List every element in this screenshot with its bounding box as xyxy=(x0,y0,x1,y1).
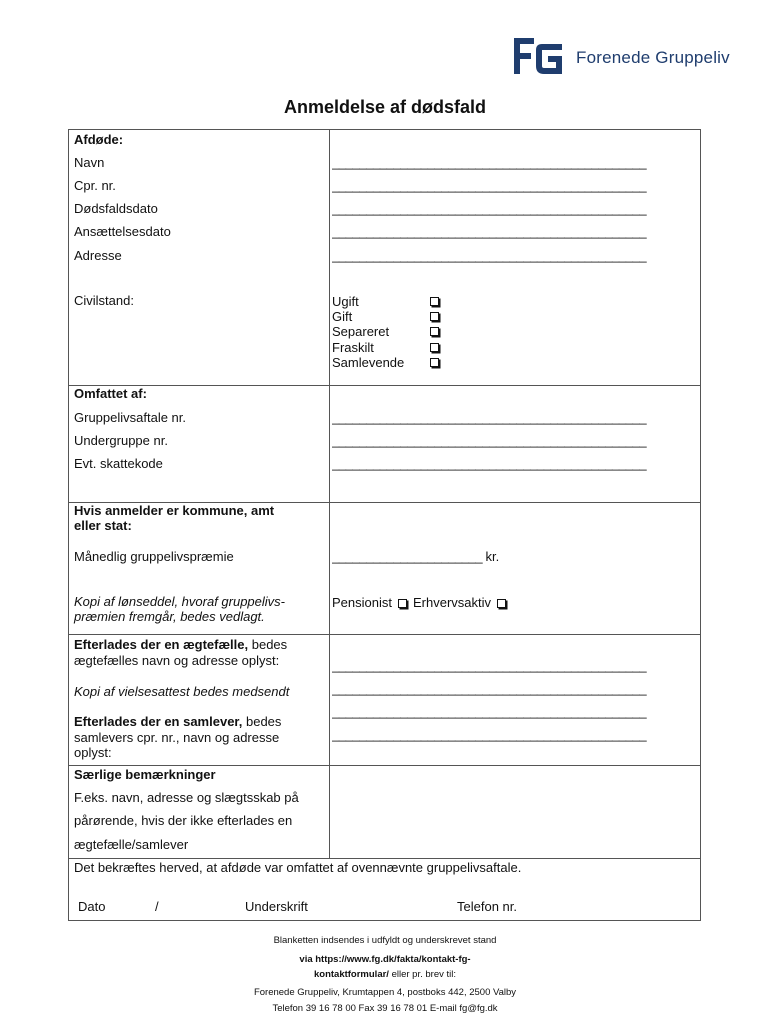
premium-unit: kr. xyxy=(485,549,500,564)
checkbox-separeret[interactable] xyxy=(430,327,439,336)
deceased-heading: Afdøde: xyxy=(74,132,124,147)
checkbox-ugift[interactable] xyxy=(430,297,439,306)
fg-logo-icon xyxy=(512,36,564,76)
payslip-note-cont: præmien fremgår, bedes vedlagt. xyxy=(74,609,265,624)
remarks-hint-cont: pårørende, hvis der ikke efterlades en xyxy=(74,813,293,828)
field-label-tax-code: Evt. skattekode xyxy=(74,456,163,471)
footer-address: Forenede Gruppeliv, Krumtappen 4, postboks 442, 2500 Valby xyxy=(253,987,517,998)
civil-option-label: Ugift xyxy=(332,294,359,309)
field-label-subgroup-no: Undergruppe nr. xyxy=(74,433,168,448)
checkbox-pensionist[interactable] xyxy=(398,599,407,608)
civil-option-label: Separeret xyxy=(332,324,390,339)
footer-url-end[interactable]: kontaktformular/ xyxy=(313,969,389,980)
cohabitant-instruction-bold: Efterlades der en samlever, xyxy=(74,714,243,729)
checkbox-erhvervsaktiv[interactable] xyxy=(497,599,506,608)
civil-option-label: Gift xyxy=(332,309,353,324)
marriage-cert-note: Kopi af vielsesattest bedes medsendt xyxy=(74,684,290,699)
spouse-field-3[interactable]: ______________________________________________ xyxy=(332,704,647,719)
company-name: Forenede Gruppeliv xyxy=(576,48,730,67)
subgroup-no-field[interactable]: ______________________________________________ xyxy=(332,433,647,448)
footer-post-note: eller pr. brev til: xyxy=(388,969,457,980)
footer-contact: Telefon 39 16 78 00 Fax 39 16 78 01 E-mail fg@fg.dk xyxy=(272,1003,498,1014)
field-label-employment-date: Ansættelsesdato xyxy=(74,224,171,239)
active-label: Erhvervsaktiv xyxy=(412,595,492,610)
spouse-instruction-bold: Efterlades der en ægtefælle, xyxy=(74,637,249,652)
address-field[interactable]: ______________________________________________ xyxy=(332,248,647,263)
field-label-death-date: Dødsfaldsdato xyxy=(74,201,158,216)
page-title: Anmeldelse af dødsfald xyxy=(283,97,487,117)
footer-instruction: Blanketten indsendes i udfyldt og underskrevet stand xyxy=(273,935,497,946)
field-label-cpr: Cpr. nr. xyxy=(74,178,116,193)
cpr-field[interactable]: ______________________________________________ xyxy=(332,178,647,193)
policy-no-field[interactable]: ______________________________________________ xyxy=(332,410,647,425)
footer-url[interactable]: via https://www.fg.dk/fakta/kontakt-fg- xyxy=(299,954,471,965)
remarks-hint: F.eks. navn, adresse og slægtsskab på xyxy=(74,790,299,805)
phone-label: Telefon nr. xyxy=(457,899,517,914)
employment-status-row xyxy=(332,595,506,611)
name-field[interactable]: ______________________________________________ xyxy=(332,155,647,170)
tax-code-field[interactable]: ______________________________________________ xyxy=(332,456,647,471)
employment-date-field[interactable]: ______________________________________________ xyxy=(332,224,647,239)
signature-label: Underskrift xyxy=(245,899,308,914)
pensioner-label: Pensionist xyxy=(332,595,392,610)
checkbox-samlevende[interactable] xyxy=(430,358,439,367)
civil-status-label: Civilstand: xyxy=(74,293,134,308)
footer-url-cont xyxy=(0,968,770,982)
confirmation-statement: Det bekræftes herved, at afdøde var omfattet af ovennævnte gruppelivsaftale. xyxy=(74,860,522,875)
cohabitant-instruction-end: oplyst: xyxy=(74,745,112,760)
civil-option-label: Samlevende xyxy=(332,355,405,370)
premium-field[interactable] xyxy=(332,549,499,564)
spouse-instruction xyxy=(74,637,287,653)
cohabitant-instruction xyxy=(74,714,281,730)
municipal-heading: Hvis anmelder er kommune, amt xyxy=(74,503,275,518)
spouse-instruction-cont: ægtefælles navn og adresse oplyst: xyxy=(74,653,280,668)
premium-label: Månedlig gruppelivspræmie xyxy=(74,549,234,564)
premium-blank[interactable]: ______________________ xyxy=(332,549,483,564)
cohabitant-instruction-rest: bedes xyxy=(242,714,282,729)
death-date-field[interactable]: ______________________________________________ xyxy=(332,201,647,216)
remarks-field[interactable] xyxy=(330,766,700,856)
spouse-field-4[interactable]: ______________________________________________ xyxy=(332,727,647,742)
spouse-instruction-rest: bedes xyxy=(248,637,288,652)
spouse-field-2[interactable]: ______________________________________________ xyxy=(332,681,647,696)
municipal-heading-cont: eller stat: xyxy=(74,518,132,533)
date-separator: / xyxy=(155,899,159,914)
civil-option-label: Fraskilt xyxy=(332,340,374,355)
checkbox-gift[interactable] xyxy=(430,312,439,321)
payslip-note: Kopi af lønseddel, hvoraf gruppelivs- xyxy=(74,594,286,609)
field-label-name: Navn xyxy=(74,155,105,170)
checkbox-fraskilt[interactable] xyxy=(430,343,439,352)
coverage-heading: Omfattet af: xyxy=(74,386,147,401)
field-label-address: Adresse xyxy=(74,248,122,263)
date-label: Dato xyxy=(78,899,106,914)
field-label-policy-no: Gruppelivsaftale nr. xyxy=(74,410,187,425)
remarks-hint-end: ægtefælle/samlever xyxy=(74,837,189,852)
spouse-field-1[interactable]: ______________________________________________ xyxy=(332,658,647,673)
remarks-heading: Særlige bemærkninger xyxy=(74,767,216,782)
cohabitant-instruction-cont: samlevers cpr. nr., navn og adresse xyxy=(74,730,280,745)
